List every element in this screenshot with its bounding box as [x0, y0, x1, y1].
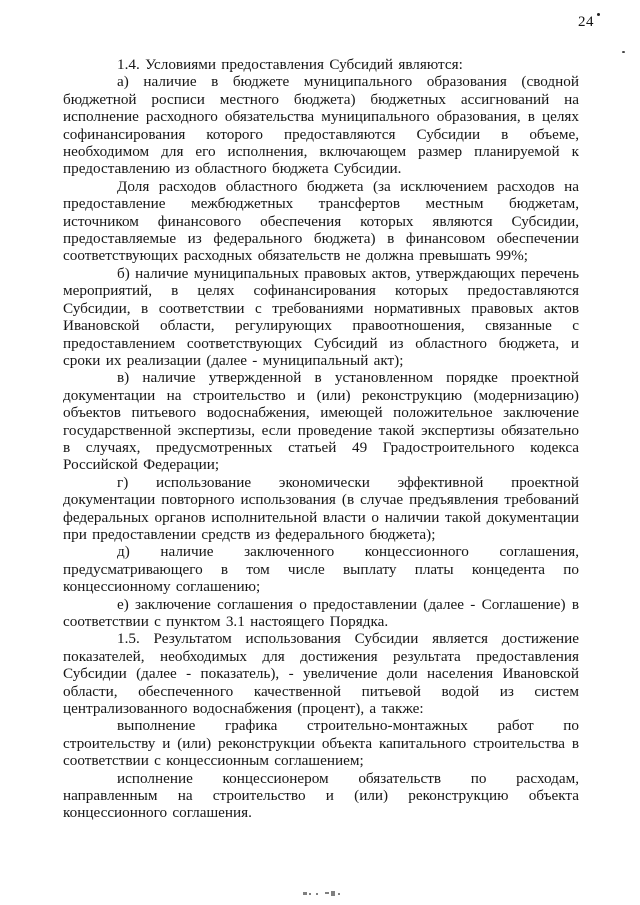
paragraph-1-5: 1.5. Результатом использования Субсидии является достижение показателей, необходимых для достижения результата предоставления Субсидии (далее - показатель), - увеличение доли населения Ивановской области, обеспеченного качественной питьевой водой из систем централизованного водоснабжения (процент), а также:	[63, 630, 579, 718]
paragraph-concessionaire-obligations: исполнение концессионером обязательств по расходам, направленным на строительство и (или) реконструкцию объекта концессионного соглашения.	[63, 769, 579, 822]
paragraph-item-g: г) использование экономически эффективной проектной документации повторного использования (в случае предъявления требований федеральных органов исполнительной власти о наличии такой документации при предоставлении средств из федерального бюджета);	[63, 473, 579, 543]
scan-artifact-dot	[597, 13, 600, 16]
paragraph-item-a: а) наличие в бюджете муниципального образования (сводной бюджетной росписи местного бюджета) бюджетных ассигнований на исполнение расходного обязательства муниципального образования, в целях софинансирования которого предоставляются Субсидии в объеме, необходимом для его исполнения, включающем размер планируемой к предоставлению из областного бюджета Субсидии.	[63, 73, 579, 178]
paragraph-item-d: д) наличие заключенного концессионного соглашения, предусматривающего в том числе выплату платы концедента по концессионному соглашению;	[63, 543, 579, 596]
paragraph-share-of-expenses: Доля расходов областного бюджета (за исключением расходов на предоставление межбюджетных трансфертов местным бюджетам, источником финансового обеспечения которых являются Субсидии, предоставляемые из федерального бюджета) в финансовом обеспечении соответствующих расходных обязательств не должна превышать 99%;	[63, 177, 579, 265]
paragraph-item-v: в) наличие утвержденной в установленном порядке проектной документации на строительство и (или) реконструкцию (модернизацию) объектов питьевого водоснабжения, имеющей положительное заключение государственной экспертизы, если проведение такой экспертизы обязательно в случаях, предусмотренных статьей 49 Градостроительного кодекса Российской Федерации;	[63, 369, 579, 474]
scan-artifact-dot	[622, 51, 625, 53]
paragraph-1-4-heading: 1.4. Условиями предоставления Субсидий являются:	[117, 56, 463, 73]
scan-artifact-specks	[303, 891, 343, 897]
paragraph-item-b: б) наличие муниципальных правовых актов, утверждающих перечень мероприятий, в целях софинансирования которых предоставляются Субсидии, в соответствии с требованиями нормативных правовых актов Ивановской области, регулирующих правоотношения, связанные с предоставлением соответствующих Субсидий из областного бюджета, и сроки их реализации (далее - муниципальный акт);	[63, 264, 579, 369]
page-number: 24	[578, 14, 594, 30]
document-body	[63, 56, 579, 822]
paragraph-schedule-fulfillment: выполнение графика строительно-монтажных работ по строительству и (или) реконструкции объекта капитального строительства в соответствии с концессионным соглашением;	[63, 717, 579, 770]
paragraph-item-e: е) заключение соглашения о предоставлении (далее - Соглашение) в соответствии с пунктом 3.1 настоящего Порядка.	[63, 595, 579, 630]
